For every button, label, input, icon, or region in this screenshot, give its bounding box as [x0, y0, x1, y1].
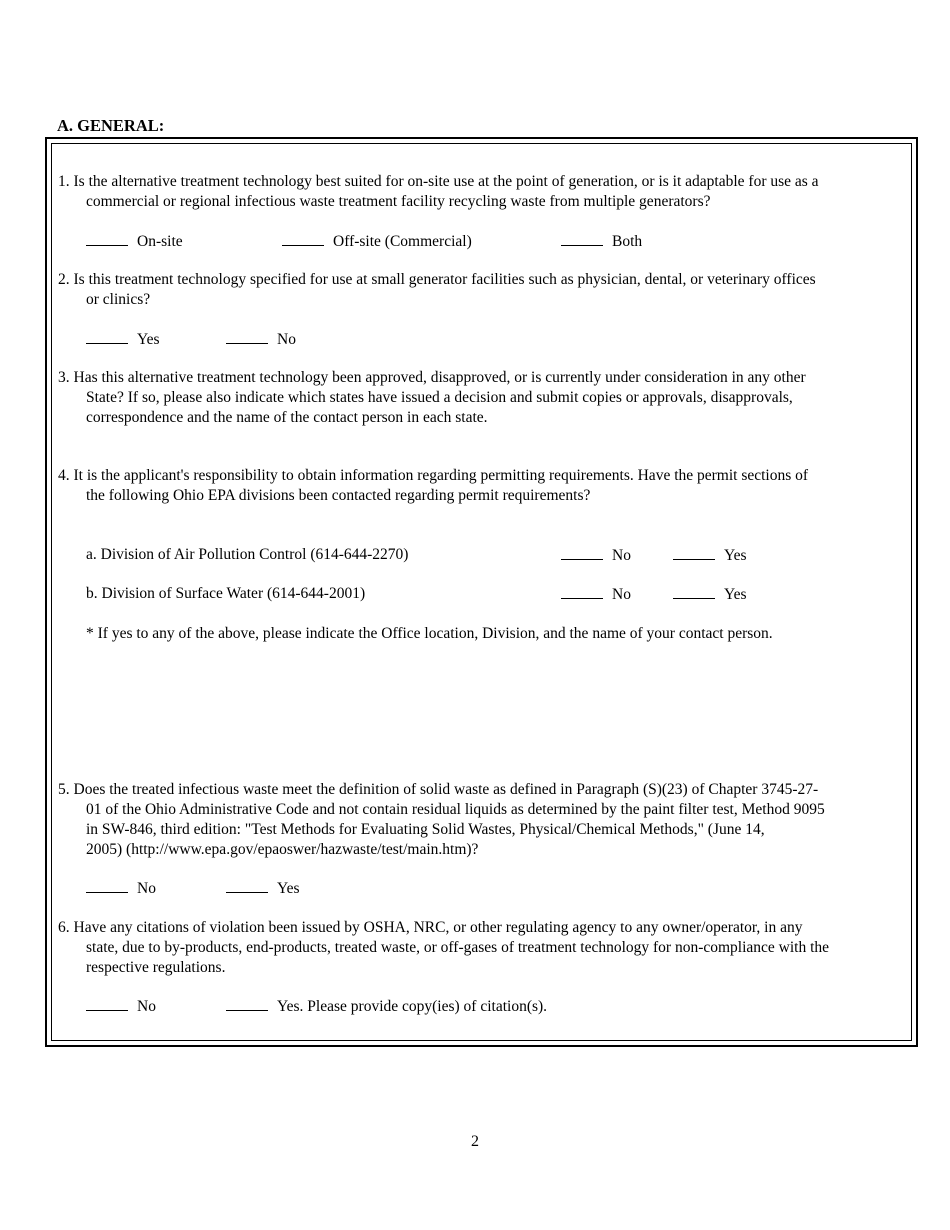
question-4-line-2: the following Ohio EPA divisions been contacted regarding permit requirements?: [86, 487, 591, 504]
question-3: [58, 368, 908, 428]
answer-blank[interactable]: [561, 231, 603, 246]
option-no[interactable]: [86, 878, 156, 899]
question-6: [58, 918, 908, 978]
question-5-line-3: in SW-846, third edition: "Test Methods for Evaluating Solid Wastes, Physical/Chemical Methods," (June 14,: [86, 821, 765, 838]
question-3-line-3: correspondence and the name of the contact person in each state.: [86, 409, 488, 426]
answer-blank[interactable]: [86, 878, 128, 893]
option-water-yes[interactable]: [673, 584, 747, 605]
option-no[interactable]: [86, 996, 156, 1017]
section-title: A. GENERAL:: [57, 116, 165, 135]
option-yes[interactable]: [226, 878, 300, 899]
question-3-line-2: State? If so, please also indicate which states have issued a decision and submit copies or approvals, disapprovals,: [86, 389, 793, 406]
answer-blank[interactable]: [673, 545, 715, 560]
option-no[interactable]: [226, 329, 296, 350]
option-label: Off-site (Commercial): [333, 233, 472, 250]
answer-blank[interactable]: [673, 584, 715, 599]
option-both[interactable]: [561, 231, 642, 252]
contact-note: * If yes to any of the above, please indicate the Office location, Division, and the name of your contact person.: [86, 625, 773, 642]
option-label: No: [137, 880, 156, 897]
option-label: No: [612, 586, 631, 603]
question-2-line-1: 2. Is this treatment technology specified for use at small generator facilities such as physician, dental, or veterinary offices: [58, 271, 816, 288]
answer-blank[interactable]: [561, 584, 603, 599]
answer-blank[interactable]: [226, 996, 268, 1011]
subitem-air-pollution-control: a. Division of Air Pollution Control (614-644-2270): [86, 546, 409, 563]
option-label: Yes: [724, 547, 747, 564]
option-air-no[interactable]: [561, 545, 631, 566]
option-label: No: [137, 998, 156, 1015]
question-6-line-3: respective regulations.: [86, 959, 226, 976]
option-label: No: [612, 547, 631, 564]
option-label: On-site: [137, 233, 183, 250]
option-yes[interactable]: [86, 329, 160, 350]
answer-blank[interactable]: [226, 329, 268, 344]
page-number: 2: [471, 1133, 479, 1150]
answer-blank[interactable]: [86, 996, 128, 1011]
question-1: [58, 172, 908, 212]
option-off-site-commercial[interactable]: [282, 231, 472, 252]
option-label: No: [277, 331, 296, 348]
question-2: [58, 270, 908, 310]
subitem-surface-water: b. Division of Surface Water (614-644-2001): [86, 585, 366, 602]
question-6-line-1: 6. Have any citations of violation been issued by OSHA, NRC, or other regulating agency to any owner/operator, in any: [58, 919, 803, 936]
answer-blank[interactable]: [86, 231, 128, 246]
option-label: Yes: [137, 331, 160, 348]
question-1-line-1: 1. Is the alternative treatment technology best suited for on-site use at the point of generation, or is it adaptable for use as a: [58, 173, 819, 190]
answer-blank[interactable]: [561, 545, 603, 560]
question-5-line-2: 01 of the Ohio Administrative Code and not contain residual liquids as determined by the paint filter test, Method 9095: [86, 801, 825, 818]
question-5-line-1: 5. Does the treated infectious waste meet the definition of solid waste as defined in Paragraph (S)(23) of Chapter 3745-27-: [58, 781, 819, 798]
answer-blank[interactable]: [282, 231, 324, 246]
option-label: Yes: [277, 880, 300, 897]
answer-blank[interactable]: [226, 878, 268, 893]
option-label: Yes: [724, 586, 747, 603]
option-air-yes[interactable]: [673, 545, 747, 566]
question-2-line-2: or clinics?: [86, 291, 151, 308]
option-label: Both: [612, 233, 643, 250]
question-1-line-2: commercial or regional infectious waste treatment facility recycling waste from multiple generators?: [86, 193, 711, 210]
question-4: [58, 466, 908, 506]
question-6-line-2: state, due to by-products, end-products, treated waste, or off-gases of treatment technology for non-compliance with the: [86, 939, 830, 956]
option-label: Yes. Please provide copy(ies) of citation(s).: [277, 998, 548, 1015]
answer-blank[interactable]: [86, 329, 128, 344]
question-4-line-1: 4. It is the applicant's responsibility to obtain information regarding permitting requirements. Have the permit sections of: [58, 467, 809, 484]
question-3-line-1: 3. Has this alternative treatment technology been approved, disapproved, or is currently under consideration in any other: [58, 369, 806, 386]
option-yes-provide-citations[interactable]: [226, 996, 547, 1017]
question-5: [58, 780, 908, 860]
question-5-line-4: 2005) (http://www.epa.gov/epaoswer/hazwaste/test/main.htm)?: [86, 841, 479, 858]
option-water-no[interactable]: [561, 584, 631, 605]
option-on-site[interactable]: [86, 231, 183, 252]
